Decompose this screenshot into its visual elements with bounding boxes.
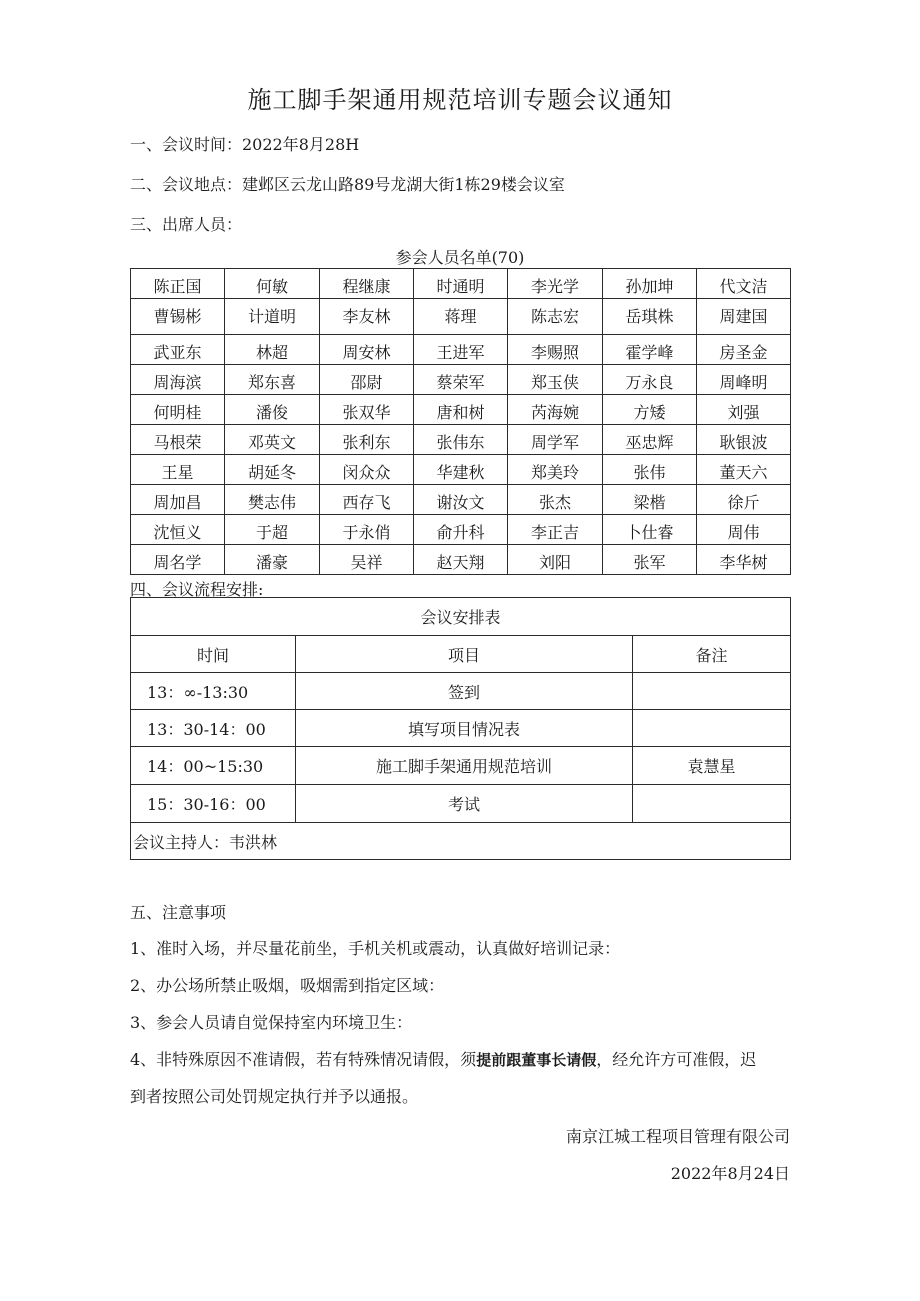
- row-remark: [633, 785, 791, 823]
- attendee-name: 马根荣: [131, 425, 225, 455]
- attendee-name: 张伟东: [414, 425, 508, 455]
- attendee-name: 方矮: [603, 395, 697, 425]
- row-remark: 袁慧星: [633, 747, 791, 785]
- attendee-name: 计道明: [225, 299, 320, 335]
- attendee-name: 李赐照: [508, 335, 603, 365]
- attendee-name: 林超: [225, 335, 320, 365]
- attendee-name: 胡延冬: [225, 455, 320, 485]
- attendee-name: 徐斤: [697, 485, 791, 515]
- header-remark: 备注: [633, 636, 791, 673]
- attendee-name: 李友林: [320, 299, 414, 335]
- table-row: [131, 485, 791, 515]
- note-2: 2、办公场所禁止吸烟，吸烟需到指定区域：: [130, 976, 445, 995]
- table-row: [131, 269, 791, 299]
- attendee-name: 曹锡彬: [131, 299, 225, 335]
- attendee-name: 张军: [603, 545, 697, 575]
- attendee-name: 周加昌: [131, 485, 225, 515]
- attendee-name: 俞升科: [414, 515, 508, 545]
- row-time: 14：00~15:30: [131, 747, 296, 785]
- attendee-name: 刘强: [697, 395, 791, 425]
- meeting-time: 一、会议时间：2022年8月28H: [130, 135, 360, 154]
- note-4-text-end: ，经允许方可准假，迟: [596, 1050, 757, 1069]
- table-row: [131, 299, 791, 335]
- attendee-table: [130, 268, 791, 575]
- attendee-name: 代文洁: [697, 269, 791, 299]
- attendee-name: 陈正国: [131, 269, 225, 299]
- note-1: 1、准时入场，并尽量花前坐，手机关机或震动，认真做好培训记录：: [130, 939, 621, 958]
- row-remark: [633, 673, 791, 710]
- attendee-name: 赵天翔: [414, 545, 508, 575]
- table-row: [131, 673, 791, 710]
- attendee-name: 李正吉: [508, 515, 603, 545]
- attendee-list-caption: 参会人员名单(70): [395, 248, 525, 267]
- attendee-name: 霍学峰: [603, 335, 697, 365]
- row-item: 签到: [296, 673, 633, 710]
- attendee-name: 张利东: [320, 425, 414, 455]
- attendee-name: 周建国: [697, 299, 791, 335]
- attendee-name: 周伟: [697, 515, 791, 545]
- attendee-name: 岳琪株: [603, 299, 697, 335]
- attendee-name: 邓英文: [225, 425, 320, 455]
- schedule-table: [130, 597, 791, 860]
- note-4-emphasis: 提前跟董事长请假: [476, 1051, 597, 1069]
- attendee-name: 潘豪: [225, 545, 320, 575]
- attendee-name: 蒋理: [414, 299, 508, 335]
- attendee-name: 孙加坤: [603, 269, 697, 299]
- meeting-place: 二、会议地点：建邺区云龙山路89号龙湖大街1栋29楼会议室: [130, 175, 565, 194]
- notice-title: 施工脚手架通用规范培训专题会议通知: [247, 86, 673, 114]
- row-item: 施工脚手架通用规范培训: [296, 747, 633, 785]
- attendee-name: 周峰明: [697, 365, 791, 395]
- attendee-name: 西存飞: [320, 485, 414, 515]
- row-item: 填写项目情况表: [296, 710, 633, 747]
- table-row: [131, 455, 791, 485]
- schedule-title: 会议安排表: [131, 598, 791, 636]
- table-row: [131, 545, 791, 575]
- attendee-name: 周名学: [131, 545, 225, 575]
- note-4: [130, 1047, 756, 1070]
- attendees-heading: 三、出席人员：: [130, 215, 243, 234]
- table-row: [131, 785, 791, 823]
- attendee-name: 蔡荣军: [414, 365, 508, 395]
- attendee-name: 周海滨: [131, 365, 225, 395]
- row-time: 13：∞-13:30: [131, 673, 296, 710]
- table-row: [131, 425, 791, 455]
- attendee-name: 何敏: [225, 269, 320, 299]
- row-item: 考试: [296, 785, 633, 823]
- attendee-name: 闵众众: [320, 455, 414, 485]
- attendee-name: 梁楷: [603, 485, 697, 515]
- attendee-name: 张双华: [320, 395, 414, 425]
- attendee-name: 武亚东: [131, 335, 225, 365]
- attendee-name: 潘俊: [225, 395, 320, 425]
- row-remark: [633, 710, 791, 747]
- attendee-name: 周学军: [508, 425, 603, 455]
- notice-date: 2022年8月24日: [670, 1164, 790, 1183]
- note-4-continued: 到者按照公司处罚规定执行并予以通报。: [130, 1087, 419, 1106]
- attendee-name: 万永良: [603, 365, 697, 395]
- attendee-name: 王进军: [414, 335, 508, 365]
- attendee-name: 邵尉: [320, 365, 414, 395]
- attendee-name: 谢汝文: [414, 485, 508, 515]
- attendee-name: 李光学: [508, 269, 603, 299]
- attendee-name: 李华树: [697, 545, 791, 575]
- row-time: 15：30-16：00: [131, 785, 296, 823]
- attendee-name: 吴祥: [320, 545, 414, 575]
- note-4-text: 4、非特殊原因不准请假，若有特殊情况请假，须: [130, 1050, 477, 1069]
- attendee-name: 董天六: [697, 455, 791, 485]
- company-name: 南京江城工程项目管理有限公司: [565, 1127, 790, 1146]
- table-row: [131, 335, 791, 365]
- note-3: 3、参会人员请自觉保持室内环境卫生：: [130, 1013, 413, 1032]
- attendee-name: 唐和树: [414, 395, 508, 425]
- attendee-name: 华建秋: [414, 455, 508, 485]
- attendee-name: 郑美玲: [508, 455, 603, 485]
- flow-heading: 四、会议流程安排:: [130, 580, 264, 599]
- attendee-name: 郑玉侠: [508, 365, 603, 395]
- table-row: [131, 515, 791, 545]
- attendee-name: 房圣金: [697, 335, 791, 365]
- attendee-name: 周安林: [320, 335, 414, 365]
- attendee-name: 于超: [225, 515, 320, 545]
- row-time: 13：30-14：00: [131, 710, 296, 747]
- attendee-name: 沈恒义: [131, 515, 225, 545]
- table-row: [131, 395, 791, 425]
- attendee-name: 陈志宏: [508, 299, 603, 335]
- attendee-name: 刘阳: [508, 545, 603, 575]
- attendee-name: 何明桂: [131, 395, 225, 425]
- attendee-name: 樊志伟: [225, 485, 320, 515]
- attendee-name: 于永俏: [320, 515, 414, 545]
- header-item: 项目: [296, 636, 633, 673]
- attendee-name: 程继康: [320, 269, 414, 299]
- notes-heading: 五、注意事项: [130, 903, 227, 922]
- attendee-name: 芮海婉: [508, 395, 603, 425]
- attendee-name: 郑东喜: [225, 365, 320, 395]
- table-row: [131, 365, 791, 395]
- attendee-name: 张杰: [508, 485, 603, 515]
- attendee-name: 巫忠辉: [603, 425, 697, 455]
- attendee-name: 时通明: [414, 269, 508, 299]
- attendee-name: 卜仕睿: [603, 515, 697, 545]
- meeting-host: 会议主持人：韦洪林: [131, 823, 791, 860]
- table-row: [131, 710, 791, 747]
- attendee-name: 张伟: [603, 455, 697, 485]
- table-row: [131, 747, 791, 785]
- attendee-name: 耿银波: [697, 425, 791, 455]
- header-time: 时间: [131, 636, 296, 673]
- attendee-name: 王星: [131, 455, 225, 485]
